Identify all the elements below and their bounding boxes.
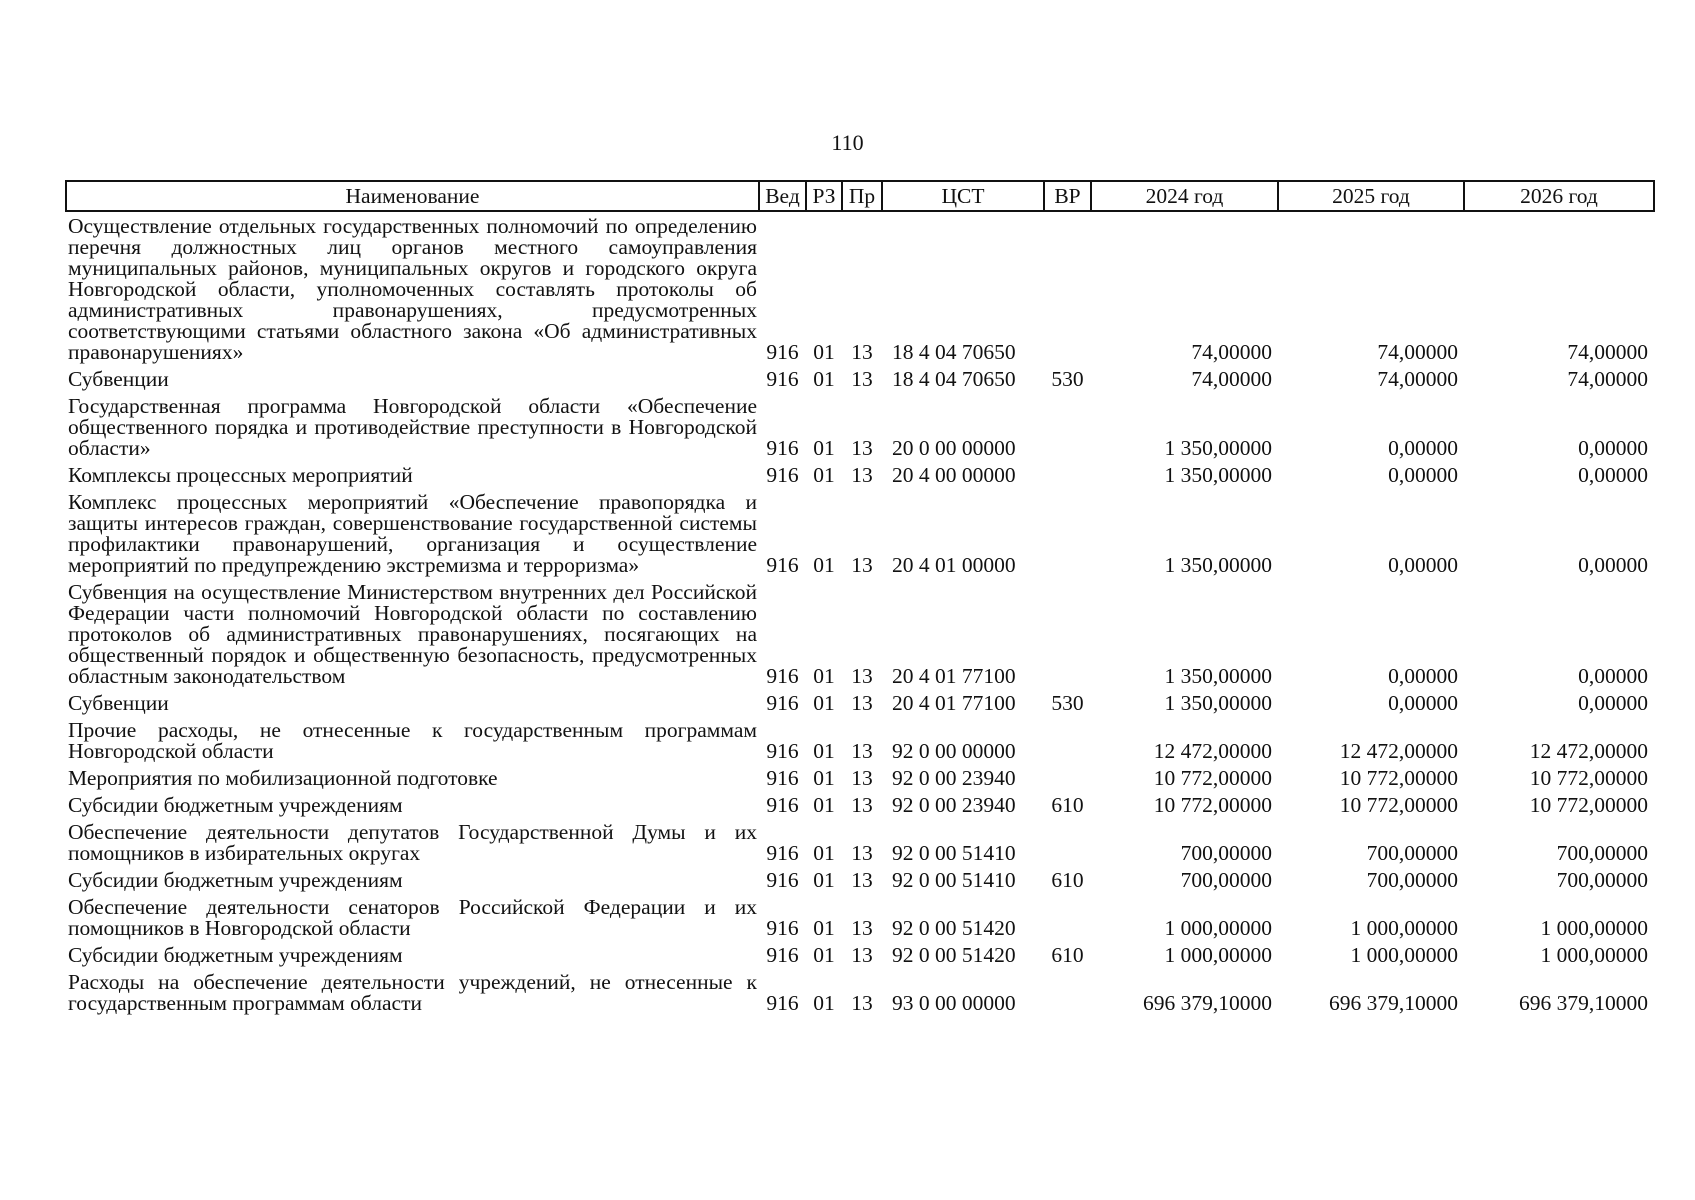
- table-row: [66, 764, 1654, 791]
- cell-2026: 696 379,10000: [1519, 991, 1648, 1015]
- cell-pr: 13: [851, 367, 873, 391]
- table-row: [66, 866, 1654, 893]
- cell-ved: 916: [766, 436, 799, 460]
- cell-2026: 1 000,00000: [1540, 943, 1648, 967]
- cell-vr: 610: [1051, 793, 1084, 817]
- cell-2024: 1 350,00000: [1164, 436, 1272, 460]
- cell-vr: [1044, 461, 1091, 488]
- header-vr: ВР: [1044, 181, 1091, 211]
- header-rz: РЗ: [806, 181, 842, 211]
- cell-2024: 1 000,00000: [1164, 943, 1272, 967]
- cell-2024: 1 350,00000: [1164, 463, 1272, 487]
- cell-vr: [1044, 764, 1091, 791]
- cell-rz: 01: [813, 436, 835, 460]
- cell-2026: 0,00000: [1578, 691, 1648, 715]
- cell-rz: 01: [813, 793, 835, 817]
- cell-2024: 1 350,00000: [1164, 691, 1272, 715]
- cell-cst: 92 0 00 00000: [892, 739, 1016, 763]
- table-row: [66, 893, 1654, 941]
- header-name: Наименование: [66, 181, 759, 211]
- header-cst: ЦСТ: [882, 181, 1044, 211]
- cell-2026: 74,00000: [1567, 340, 1648, 364]
- cell-2025: 10 772,00000: [1339, 766, 1458, 790]
- cell-rz: 01: [813, 868, 835, 892]
- cell-pr: 13: [851, 766, 873, 790]
- cell-ved: 916: [766, 340, 799, 364]
- cell-2025: 700,00000: [1366, 841, 1458, 865]
- cell-ved: 916: [766, 991, 799, 1015]
- cell-pr: 13: [851, 691, 873, 715]
- header-2025: 2025 год: [1278, 181, 1464, 211]
- cell-cst: 18 4 04 70650: [892, 367, 1016, 391]
- cell-ved: 916: [766, 553, 799, 577]
- table-row: [66, 488, 1654, 578]
- cell-cst: 20 0 00 00000: [892, 436, 1016, 460]
- table-row: [66, 941, 1654, 968]
- cell-ved: 916: [766, 943, 799, 967]
- cell-rz: 01: [813, 991, 835, 1015]
- cell-cst: 93 0 00 00000: [892, 991, 1016, 1015]
- cell-rz: 01: [813, 916, 835, 940]
- cell-vr: [1044, 818, 1091, 866]
- cell-vr: 610: [1051, 868, 1084, 892]
- cell-2025: 0,00000: [1388, 463, 1458, 487]
- cell-2024: 1 000,00000: [1164, 916, 1272, 940]
- cell-vr: 610: [1051, 943, 1084, 967]
- cell-vr: [1044, 893, 1091, 941]
- cell-2024: 10 772,00000: [1153, 766, 1272, 790]
- cell-cst: 92 0 00 51410: [892, 841, 1016, 865]
- cell-pr: 13: [851, 664, 873, 688]
- cell-ved: 916: [766, 739, 799, 763]
- cell-rz: 01: [813, 463, 835, 487]
- cell-name: Субвенции: [68, 367, 169, 391]
- cell-pr: 13: [851, 553, 873, 577]
- cell-vr: [1044, 716, 1091, 764]
- cell-2026: 12 472,00000: [1529, 739, 1648, 763]
- cell-name: Прочие расходы, не отнесенные к государственным программам Новгородской области: [68, 718, 757, 763]
- cell-name: Обеспечение деятельности сенаторов Российской Федерации и их помощников в Новгородской области: [68, 895, 757, 940]
- cell-2025: 700,00000: [1366, 868, 1458, 892]
- table-row: [66, 968, 1654, 1016]
- budget-table: [65, 180, 1655, 1016]
- cell-pr: 13: [851, 436, 873, 460]
- cell-name: Комплекс процессных мероприятий «Обеспечение правопорядка и защиты интересов граждан, совершенствование государственной системы профилактики правонарушений, организация и осуществление мероприятий по предупреждению экстремизма и терроризма»: [68, 490, 757, 577]
- cell-ved: 916: [766, 916, 799, 940]
- table-body: [66, 211, 1654, 1016]
- cell-ved: 916: [766, 664, 799, 688]
- cell-cst: 92 0 00 23940: [892, 766, 1016, 790]
- cell-2025: 1 000,00000: [1350, 943, 1458, 967]
- header-pr: Пр: [842, 181, 882, 211]
- cell-2025: 74,00000: [1377, 367, 1458, 391]
- cell-ved: 916: [766, 766, 799, 790]
- cell-2025: 10 772,00000: [1339, 793, 1458, 817]
- cell-2026: 0,00000: [1578, 553, 1648, 577]
- cell-pr: 13: [851, 793, 873, 817]
- cell-2025: 0,00000: [1388, 436, 1458, 460]
- table-row: [66, 818, 1654, 866]
- cell-2025: 0,00000: [1388, 691, 1458, 715]
- cell-pr: 13: [851, 943, 873, 967]
- cell-vr: [1044, 488, 1091, 578]
- cell-cst: 92 0 00 51420: [892, 916, 1016, 940]
- cell-2026: 0,00000: [1578, 463, 1648, 487]
- cell-pr: 13: [851, 991, 873, 1015]
- cell-rz: 01: [813, 739, 835, 763]
- cell-name: Мероприятия по мобилизационной подготовке: [68, 766, 498, 790]
- cell-2024: 74,00000: [1191, 367, 1272, 391]
- cell-2026: 1 000,00000: [1540, 916, 1648, 940]
- cell-rz: 01: [813, 367, 835, 391]
- cell-pr: 13: [851, 868, 873, 892]
- table-row: [66, 716, 1654, 764]
- cell-rz: 01: [813, 664, 835, 688]
- cell-2025: 1 000,00000: [1350, 916, 1458, 940]
- cell-2025: 0,00000: [1388, 553, 1458, 577]
- cell-vr: [1044, 392, 1091, 461]
- cell-rz: 01: [813, 691, 835, 715]
- cell-2025: 0,00000: [1388, 664, 1458, 688]
- cell-ved: 916: [766, 868, 799, 892]
- cell-pr: 13: [851, 739, 873, 763]
- cell-2026: 10 772,00000: [1529, 766, 1648, 790]
- cell-name: Комплексы процессных мероприятий: [68, 463, 413, 487]
- cell-name: Обеспечение деятельности депутатов Государственной Думы и их помощников в избирательных округах: [68, 820, 757, 865]
- cell-ved: 916: [766, 793, 799, 817]
- table-row: [66, 578, 1654, 689]
- cell-2025: 74,00000: [1377, 340, 1458, 364]
- cell-name: Государственная программа Новгородской области «Обеспечение общественного порядка и противодействие преступности в Новгородской области»: [68, 394, 757, 460]
- table-row: [66, 392, 1654, 461]
- cell-2024: 10 772,00000: [1153, 793, 1272, 817]
- cell-2024: 74,00000: [1191, 340, 1272, 364]
- table-header-row: [66, 181, 1654, 211]
- cell-rz: 01: [813, 943, 835, 967]
- header-2026: 2026 год: [1464, 181, 1654, 211]
- cell-vr: 530: [1051, 691, 1084, 715]
- page-number: 110: [831, 130, 864, 155]
- cell-2024: 696 379,10000: [1143, 991, 1272, 1015]
- cell-2026: 700,00000: [1556, 868, 1648, 892]
- table-row: [66, 211, 1654, 365]
- cell-rz: 01: [813, 553, 835, 577]
- cell-cst: 92 0 00 23940: [892, 793, 1016, 817]
- table-row: [66, 365, 1654, 392]
- cell-cst: 20 4 01 77100: [892, 664, 1016, 688]
- cell-cst: 20 4 00 00000: [892, 463, 1016, 487]
- cell-cst: 92 0 00 51410: [892, 868, 1016, 892]
- cell-vr: [1044, 968, 1091, 1016]
- cell-cst: 92 0 00 51420: [892, 943, 1016, 967]
- cell-name: Субвенции: [68, 691, 169, 715]
- cell-name: Расходы на обеспечение деятельности учреждений, не отнесенные к государственным программам области: [68, 970, 757, 1015]
- cell-cst: 18 4 04 70650: [892, 340, 1016, 364]
- cell-2024: 1 350,00000: [1164, 664, 1272, 688]
- cell-rz: 01: [813, 841, 835, 865]
- cell-pr: 13: [851, 916, 873, 940]
- cell-ved: 916: [766, 691, 799, 715]
- cell-name: Субсидии бюджетным учреждениям: [68, 793, 403, 817]
- header-2024: 2024 год: [1091, 181, 1278, 211]
- cell-2026: 74,00000: [1567, 367, 1648, 391]
- cell-pr: 13: [851, 340, 873, 364]
- table-row: [66, 689, 1654, 716]
- cell-2026: 10 772,00000: [1529, 793, 1648, 817]
- header-ved: Вед: [759, 181, 806, 211]
- cell-name: Осуществление отдельных государственных полномочий по определению перечня должностных лиц органов местного самоуправления муниципальных районов, муниципальных округов и городского округа Новгородской области, уполномоченных составлять протоколы об административных правонарушениях, предусмотренных соответствующими статьями областного закона «Об административных правонарушениях»: [68, 214, 757, 364]
- cell-ved: 916: [766, 463, 799, 487]
- cell-ved: 916: [766, 367, 799, 391]
- cell-vr: [1044, 578, 1091, 689]
- cell-rz: 01: [813, 766, 835, 790]
- cell-name: Субсидии бюджетным учреждениям: [68, 868, 403, 892]
- cell-2024: 700,00000: [1180, 868, 1272, 892]
- cell-2026: 0,00000: [1578, 436, 1648, 460]
- cell-2024: 12 472,00000: [1153, 739, 1272, 763]
- cell-2025: 12 472,00000: [1339, 739, 1458, 763]
- cell-2026: 0,00000: [1578, 664, 1648, 688]
- table-row: [66, 461, 1654, 488]
- cell-pr: 13: [851, 841, 873, 865]
- cell-cst: 20 4 01 77100: [892, 691, 1016, 715]
- cell-vr: 530: [1051, 367, 1084, 391]
- cell-cst: 20 4 01 00000: [892, 553, 1016, 577]
- cell-pr: 13: [851, 463, 873, 487]
- cell-vr: [1044, 211, 1091, 365]
- cell-name: Субсидии бюджетным учреждениям: [68, 943, 403, 967]
- cell-2026: 700,00000: [1556, 841, 1648, 865]
- cell-name: Субвенция на осуществление Министерством внутренних дел Российской Федерации части полномочий Новгородской области по составлению протоколов об административных правонарушениях, посягающих на общественный порядок и общественную безопасность, предусмотренных областным законодательством: [68, 580, 757, 688]
- cell-2025: 696 379,10000: [1329, 991, 1458, 1015]
- cell-ved: 916: [766, 841, 799, 865]
- cell-rz: 01: [813, 340, 835, 364]
- cell-2024: 700,00000: [1180, 841, 1272, 865]
- table-row: [66, 791, 1654, 818]
- cell-2024: 1 350,00000: [1164, 553, 1272, 577]
